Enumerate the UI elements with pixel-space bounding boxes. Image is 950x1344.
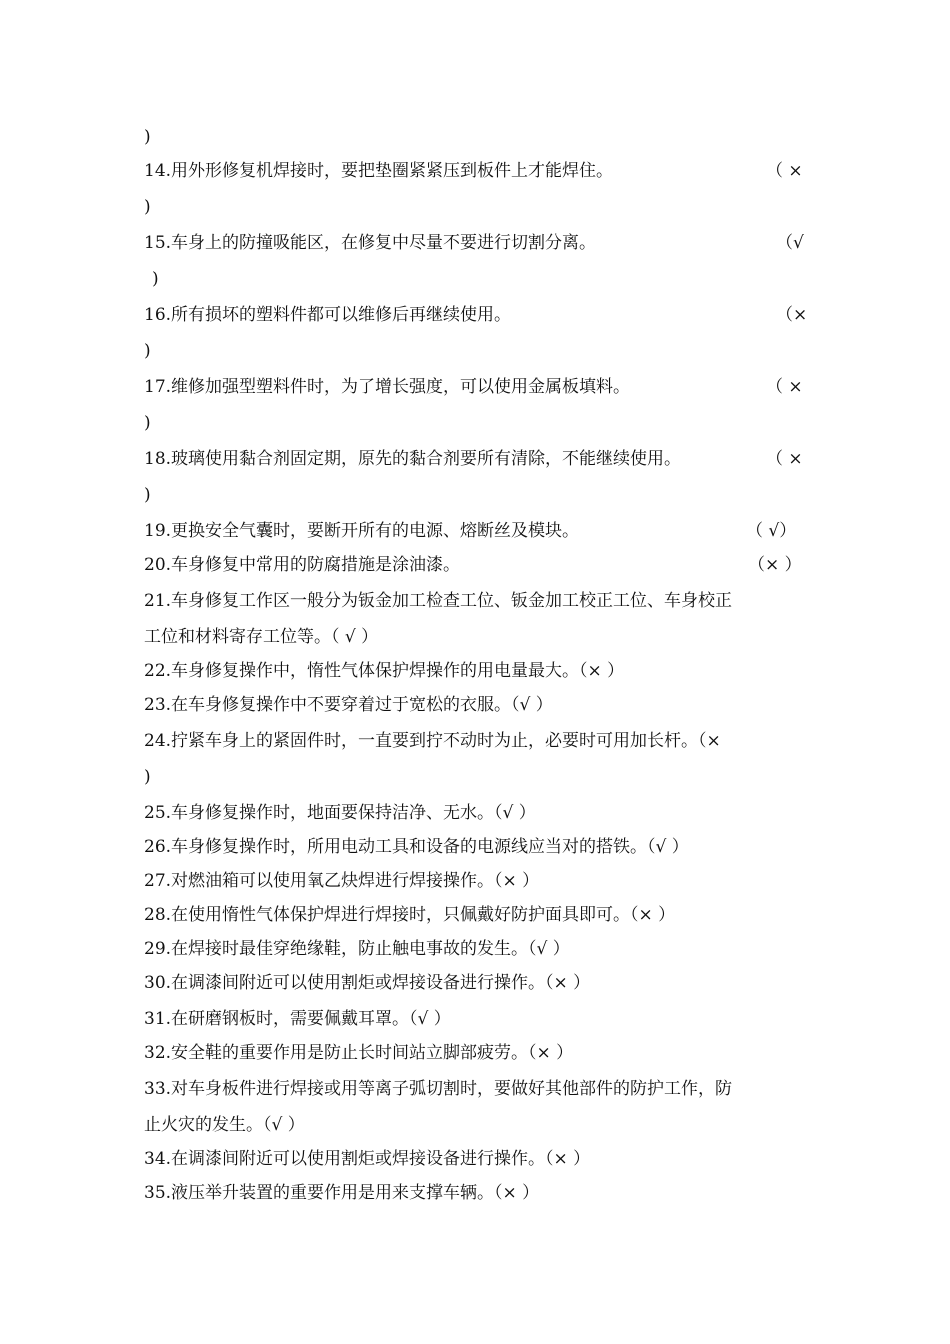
question-14: 14.用外形修复机焊接时，要把垫圈紧紧压到板件上才能焊住。 xyxy=(144,161,614,181)
answer-mark-17: （ × xyxy=(766,377,803,397)
answer-mark-19: （ √） xyxy=(746,521,797,541)
question-22: 22.车身修复操作中，惰性气体保护焊操作的用电量最大。（× ） xyxy=(144,661,625,681)
answer-mark-14: （ × xyxy=(766,161,803,181)
text-line: ) xyxy=(144,767,151,787)
question-33-cont: 止火灾的发生。（√ ） xyxy=(144,1115,305,1135)
question-34: 34.在调漆间附近可以使用割炬或焊接设备进行操作。（× ） xyxy=(144,1149,591,1169)
answer-mark-18: （ × xyxy=(766,449,803,469)
question-29: 29.在焊接时最佳穿绝缘鞋，防止触电事故的发生。（√ ） xyxy=(144,939,570,959)
question-23: 23.在车身修复操作中不要穿着过于宽松的衣服。（√ ） xyxy=(144,695,553,715)
text-line: ) xyxy=(144,413,151,433)
question-28: 28.在使用惰性气体保护焊进行焊接时，只佩戴好防护面具即可。（× ） xyxy=(144,905,676,925)
text-line: ) xyxy=(144,197,151,217)
question-25: 25.车身修复操作时，地面要保持洁净、无水。（√ ） xyxy=(144,803,536,823)
answer-mark-20: （× ） xyxy=(748,555,802,575)
question-32: 32.安全鞋的重要作用是防止长时间站立脚部疲劳。（× ） xyxy=(144,1043,574,1063)
answer-mark-16: （× xyxy=(776,305,808,325)
question-20: 20.车身修复中常用的防腐措施是涂油漆。 xyxy=(144,555,461,575)
answer-mark-15: （√ xyxy=(776,233,804,253)
question-17: 17.维修加强型塑料件时，为了增长强度，可以使用金属板填料。 xyxy=(144,377,631,397)
question-26: 26.车身修复操作时，所用电动工具和设备的电源线应当对的搭铁。（√ ） xyxy=(144,837,689,857)
question-27: 27.对燃油箱可以使用氧乙炔焊进行焊接操作。（× ） xyxy=(144,871,540,891)
question-35: 35.液压举升装置的重要作用是用来支撑车辆。（× ） xyxy=(144,1183,540,1203)
question-18: 18.玻璃使用黏合剂固定期，原先的黏合剂要所有清除，不能继续使用。 xyxy=(144,449,682,469)
question-15: 15.车身上的防撞吸能区，在修复中尽量不要进行切割分离。 xyxy=(144,233,597,253)
text-line: ) xyxy=(144,127,151,147)
text-line: ) xyxy=(144,485,151,505)
question-33: 33.对车身板件进行焊接或用等离子弧切割时，要做好其他部件的防护工作，防 xyxy=(144,1079,733,1099)
question-21-cont: 工位和材料寄存工位等。（ √ ） xyxy=(144,627,379,647)
question-16: 16.所有损坏的塑料件都可以维修后再继续使用。 xyxy=(144,305,512,325)
question-24: 24.拧紧车身上的紧固件时，一直要到拧不动时为止，必要时可用加长杆。（× xyxy=(144,731,721,751)
question-21: 21.车身修复工作区一般分为钣金加工检查工位、钣金加工校正工位、车身校正 xyxy=(144,591,733,611)
text-line: ) xyxy=(144,341,151,361)
text-line: ) xyxy=(152,269,159,289)
question-31: 31.在研磨钢板时，需要佩戴耳罩。（√ ） xyxy=(144,1009,451,1029)
question-19: 19.更换安全气囊时，要断开所有的电源、熔断丝及模块。 xyxy=(144,521,580,541)
question-30: 30.在调漆间附近可以使用割炬或焊接设备进行操作。（× ） xyxy=(144,973,591,993)
